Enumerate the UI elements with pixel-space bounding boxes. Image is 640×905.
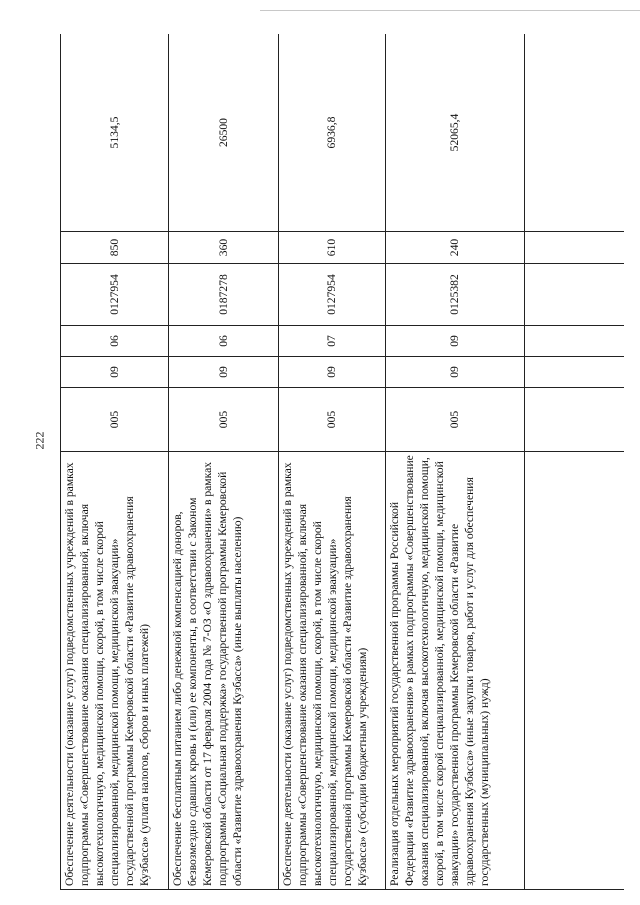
target-code: 0187278 <box>169 264 279 326</box>
target-code: 0125382 <box>386 264 525 326</box>
table-row <box>169 34 279 890</box>
table-row <box>61 34 169 890</box>
amount-value: 6936,8 <box>279 34 386 232</box>
subsection-code: 07 <box>279 326 386 357</box>
rotated-table-frame <box>60 34 624 890</box>
expense-type-code: 610 <box>279 232 386 264</box>
amount-value: 5134,5 <box>61 34 169 232</box>
subsection-code: 09 <box>386 326 525 357</box>
subsection-code: 06 <box>169 326 279 357</box>
table-row <box>279 34 386 890</box>
ministry-code: 005 <box>169 388 279 452</box>
target-code: 0127954 <box>279 264 386 326</box>
target-code: 0127954 <box>61 264 169 326</box>
expense-type-code: 360 <box>169 232 279 264</box>
section-code: 09 <box>386 357 525 388</box>
row-description: Обеспечение деятельности (оказание услуг) подведомственных учреждений в рамках подпрограммы «Совершенствование оказания специализированной, включая высокотехнологичную, медицинской помощи, скорой, в том числе скорой специализированной, медицинской помощи, медицинской эвакуации» государственной программы Кемеровской области «Развитие здравоохранения Кузбасса» (уплата налогов, сборов и иных платежей) <box>61 452 169 890</box>
section-code: 09 <box>279 357 386 388</box>
row-description: Обеспечение бесплатным питанием либо денежной компенсацией доноров, безвозмездно сдавших кровь и (или) ее компоненты, в соответствии с Законом Кемеровской области от 17 февраля 2004 года № 7-ОЗ «О здравоохранении» в рамках подпрограммы «Социальная поддержка» государственной программы Кемеровской области «Развитие здравоохранения Кузбасса» (иные выплаты населению) <box>169 452 279 890</box>
amount-value: 26500 <box>169 34 279 232</box>
top-border-line <box>260 10 640 11</box>
table-row <box>386 34 525 890</box>
subsection-code: 06 <box>61 326 169 357</box>
section-code: 09 <box>61 357 169 388</box>
table-row-tail <box>525 34 625 890</box>
amount-value: 52065,4 <box>386 34 525 232</box>
row-description: Обеспечение деятельности (оказание услуг) подведомственных учреждений в рамках подпрограммы «Совершенствование оказания специализированной, включая высокотехнологичную, медицинской помощи, скорой, в том числе скорой специализированной, медицинской помощи, медицинской эвакуации» государственной программы Кемеровской области «Развитие здравоохранения Кузбасса» (субсидии бюджетным учреждениям) <box>279 452 386 890</box>
expense-type-code: 240 <box>386 232 525 264</box>
row-description: Реализация отдельных мероприятий государственной программы Российской Федерации «Развитие здравоохранения» в рамках подпрограммы «Совершенствование оказания специализированной, включая высокотехнологичную, медицинской помощи, скорой, в том числе скорой специализированной, медицинской помощи, медицинской эвакуации» государственной программы Кемеровской области «Развитие здравоохранения Кузбасса» (иные закупки товаров, работ и услуг для обеспечения государственных (муниципальных) нужд) <box>386 452 525 890</box>
ministry-code: 005 <box>61 388 169 452</box>
ministry-code: 005 <box>279 388 386 452</box>
expense-type-code: 850 <box>61 232 169 264</box>
page-number: 222 <box>32 431 47 450</box>
section-code: 09 <box>169 357 279 388</box>
budget-table <box>60 34 624 890</box>
ministry-code: 005 <box>386 388 525 452</box>
